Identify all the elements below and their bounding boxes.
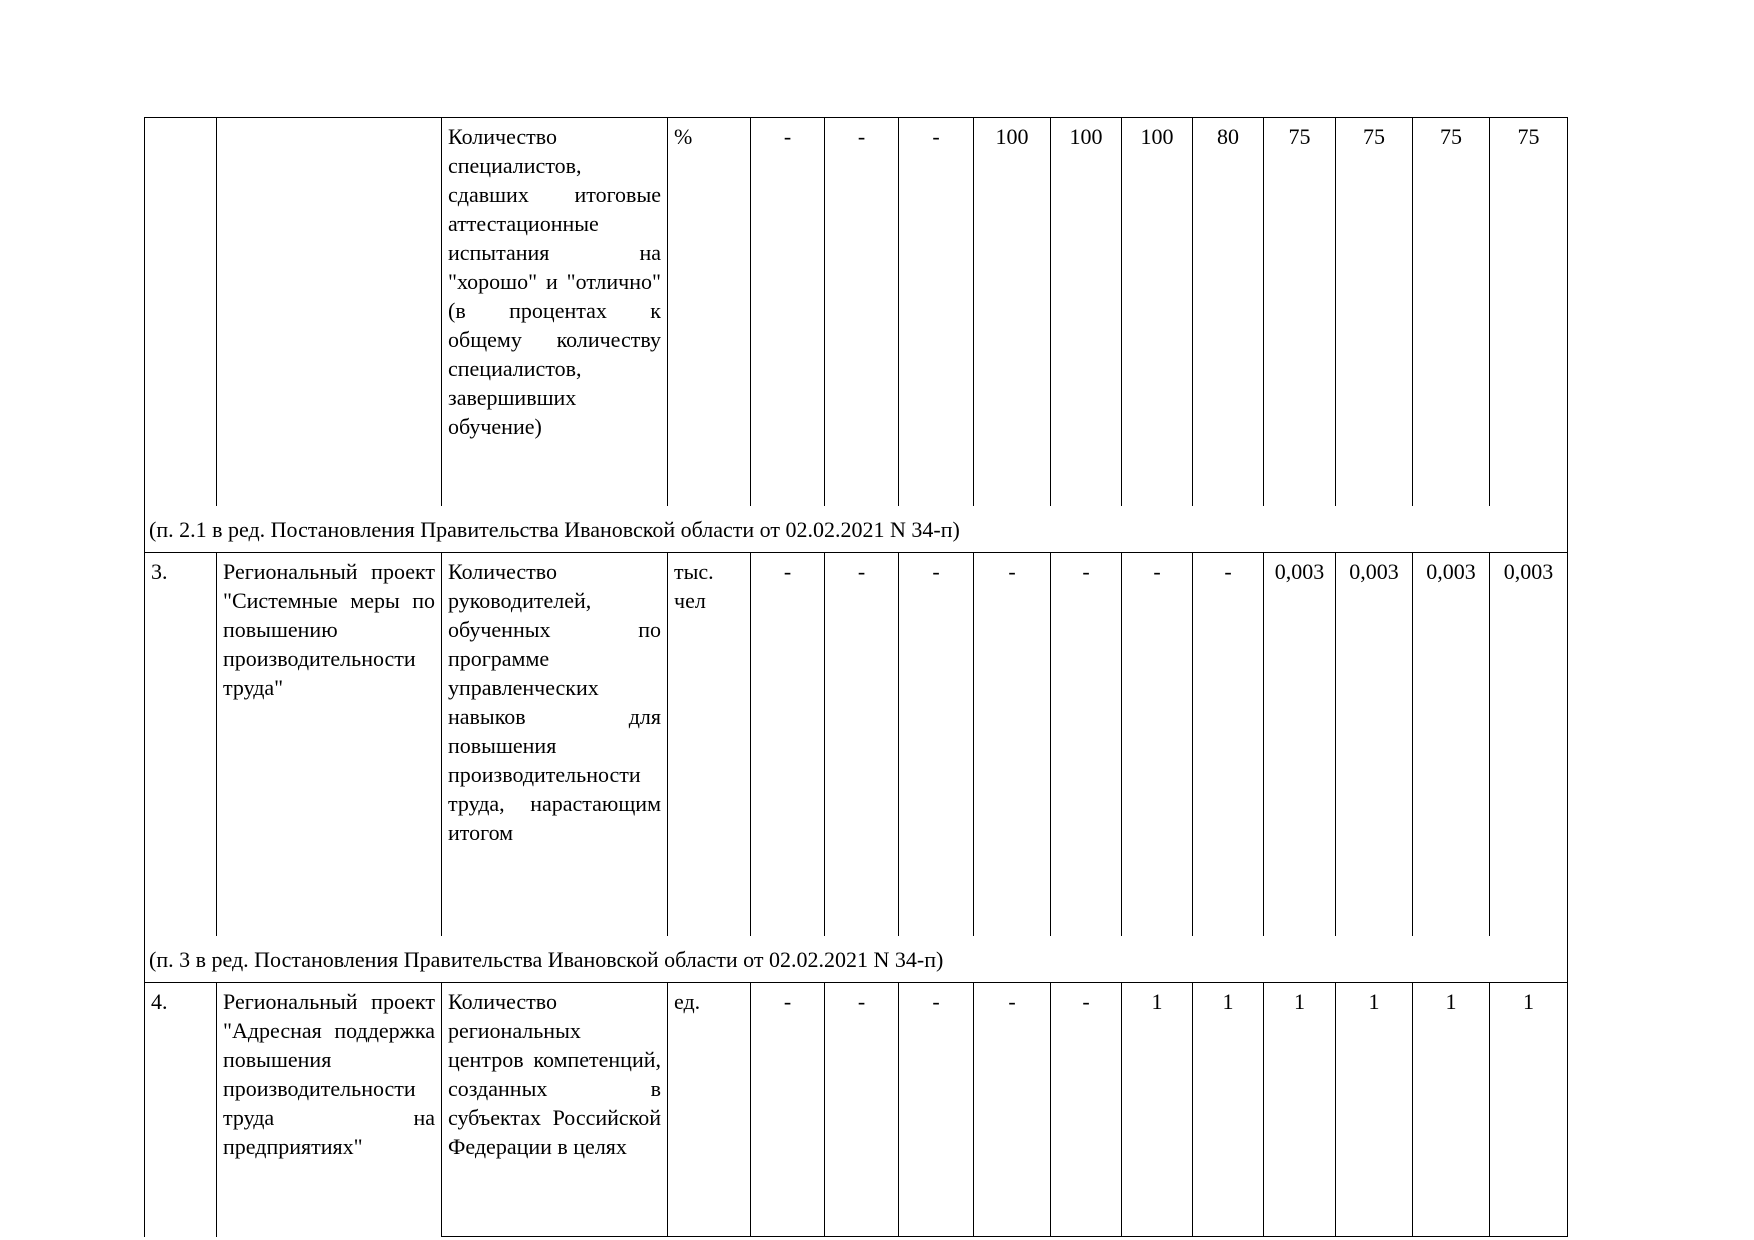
- value-cell: -: [751, 553, 825, 937]
- row-number: 3.: [145, 553, 217, 937]
- value-cell: 0,003: [1413, 553, 1490, 937]
- value-cell: 75: [1264, 118, 1336, 507]
- value-cell: 0,003: [1264, 553, 1336, 937]
- value-cell: -: [825, 983, 899, 1237]
- amendment-note-row: [145, 506, 1568, 553]
- value-cell: -: [974, 553, 1051, 937]
- value-cell: -: [825, 553, 899, 937]
- value-cell: 1: [1264, 983, 1336, 1237]
- value-cell: 75: [1490, 118, 1568, 507]
- value-cell: 1: [1122, 983, 1193, 1237]
- value-cell: -: [751, 983, 825, 1237]
- unit-cell: тыс. чел: [668, 553, 751, 937]
- table-row: [145, 983, 1568, 1237]
- value-cell: 0,003: [1490, 553, 1568, 937]
- value-cell: 1: [1193, 983, 1264, 1237]
- value-cell: -: [899, 983, 974, 1237]
- row-number: 4.: [145, 983, 217, 1237]
- value-cell: -: [1193, 553, 1264, 937]
- value-cell: -: [974, 983, 1051, 1237]
- value-cell: -: [1051, 553, 1122, 937]
- unit-cell: %: [668, 118, 751, 507]
- table-row: [145, 553, 1568, 937]
- table-row: [145, 118, 1568, 507]
- value-cell: -: [1122, 553, 1193, 937]
- value-cell: 100: [1051, 118, 1122, 507]
- value-cell: 75: [1336, 118, 1413, 507]
- amendment-note: (п. 3 в ред. Постановления Правительства Ивановской области от 02.02.2021 N 34-п): [145, 936, 1568, 983]
- value-cell: -: [899, 118, 974, 507]
- value-cell: 75: [1413, 118, 1490, 507]
- indicators-table: [144, 117, 1568, 1237]
- value-cell: 100: [974, 118, 1051, 507]
- project-name: Региональный проект "Системные меры по повышению производительности труда": [217, 553, 442, 937]
- value-cell: 1: [1413, 983, 1490, 1237]
- indicator-name: Количество специалистов, сдавших итоговые аттестационные испытания на "хорошо" и "отлично" (в процентах к общему количеству специалистов, завершивших обучение): [442, 118, 668, 507]
- indicator-name: Количество региональных центров компетенций, созданных в субъектах Российской Федерации в целях: [442, 983, 668, 1237]
- amendment-note: (п. 2.1 в ред. Постановления Правительства Ивановской области от 02.02.2021 N 34-п): [145, 506, 1568, 553]
- amendment-note-row: [145, 936, 1568, 983]
- value-cell: 1: [1490, 983, 1568, 1237]
- value-cell: 0,003: [1336, 553, 1413, 937]
- value-cell: 100: [1122, 118, 1193, 507]
- value-cell: 1: [1336, 983, 1413, 1237]
- value-cell: -: [825, 118, 899, 507]
- value-cell: -: [1051, 983, 1122, 1237]
- row-number: [145, 118, 217, 507]
- value-cell: -: [751, 118, 825, 507]
- project-name: [217, 118, 442, 507]
- value-cell: 80: [1193, 118, 1264, 507]
- indicator-name: Количество руководителей, обученных по программе управленческих навыков для повышения производительности труда, нарастающим итогом: [442, 553, 668, 937]
- value-cell: -: [899, 553, 974, 937]
- unit-cell: ед.: [668, 983, 751, 1237]
- project-name: Региональный проект "Адресная поддержка повышения производительности труда на предприятиях": [217, 983, 442, 1237]
